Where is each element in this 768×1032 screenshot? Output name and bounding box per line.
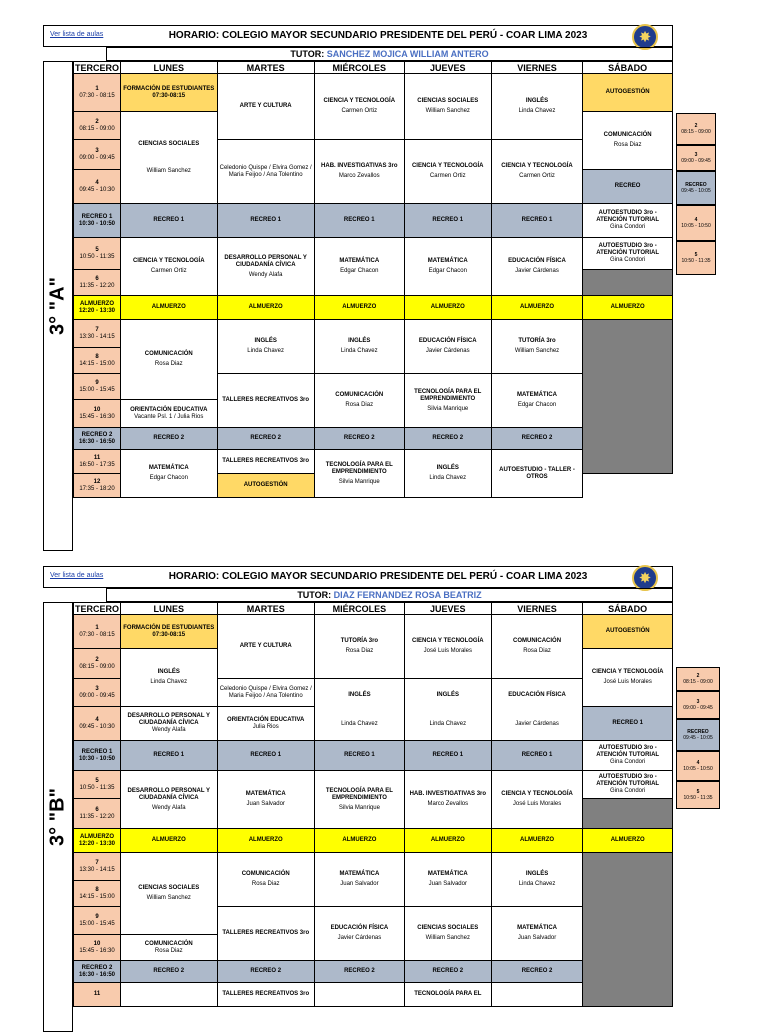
time-slot: 5 10:50 - 11:35 <box>74 238 121 270</box>
classroom-list-link[interactable]: Ver lista de aulas <box>50 31 104 38</box>
time-slot: ALMUERZO 12:20 - 13:30 <box>74 296 121 320</box>
class-cell: MATEMÁTICA Juan Salvador <box>314 853 404 907</box>
class-cell: AUTOESTUDIO 3ro - ATENCIÓN TUTORIAL Gina Condori <box>583 741 673 771</box>
class-cell: TALLERES RECREATIVOS 3ro <box>217 450 314 474</box>
section-label: 3° "A" <box>43 61 73 551</box>
class-cell: INGLÉS Linda Chavez <box>491 853 583 907</box>
class-cell: CIENCIA Y TECNOLOGÍA Carmen Ortiz <box>404 140 491 204</box>
schedule-sheet-b <box>43 566 673 1026</box>
class-cell: TECNOLOGÍA PARA EL EMPRENDIMIENTO Silvia Manrique <box>314 450 404 498</box>
class-cell: COMUNICACIÓN Rosa Diaz <box>121 320 217 400</box>
time-slot: ALMUERZO 12:20 - 13:30 <box>74 829 121 853</box>
class-cell: AUTOGESTIÓN <box>583 74 673 112</box>
recess-cell: RECREO 2 <box>217 428 314 450</box>
class-cell: MATEMÁTICA Juan Salvador <box>491 907 583 961</box>
class-cell: EDUCACIÓN FÍSICA Javier Cárdenas <box>404 320 491 374</box>
classroom-list-link[interactable]: Ver lista de aulas <box>50 572 104 579</box>
class-cell: INGLÉS Linda Chavez <box>404 679 491 741</box>
saturday-time-slot: 3 09:00 - 09:45 <box>676 691 720 719</box>
recess-cell: RECREO 2 <box>217 961 314 983</box>
class-cell: DESARROLLO PERSONAL Y CIUDADANÍA CÍVICA Wendy Alafa <box>217 238 314 296</box>
recess-cell: RECREO 1 <box>404 204 491 238</box>
class-cell: INGLÉS Linda Chavez <box>314 320 404 374</box>
class-cell: CIENCIAS SOCIALES William Sanchez <box>121 853 217 935</box>
school-title: HORARIO: COLEGIO MAYOR SECUNDARIO PRESIDENTE DEL PERÚ - COAR LIMA 2023 <box>168 571 588 582</box>
header-monday: LUNES <box>121 62 217 74</box>
class-cell: COMUNICACIÓN Rosa Diaz <box>121 935 217 961</box>
class-cell: CIENCIA Y TECNOLOGÍA Carmen Ortiz <box>314 74 404 140</box>
class-cell: MATEMÁTICA Edgar Chacon <box>404 238 491 296</box>
class-cell: CIENCIA Y TECNOLOGÍA José Luis Morales <box>404 615 491 679</box>
recess-cell: RECREO 2 <box>404 428 491 450</box>
tutor-name: DIAZ FERNANDEZ ROSA BEATRIZ <box>333 590 482 600</box>
lunch-cell: ALMUERZO <box>314 296 404 320</box>
empty-cell <box>583 270 673 296</box>
time-slot: 12 17:35 - 18:20 <box>74 474 121 498</box>
time-slot: 7 13:30 - 14:15 <box>74 853 121 881</box>
lunch-cell: ALMUERZO <box>217 829 314 853</box>
class-cell: INGLÉS Linda Chavez <box>314 679 404 741</box>
class-cell: CIENCIAS SOCIALES William Sanchez <box>121 112 217 204</box>
header-thursday: JUEVES <box>404 62 491 74</box>
class-cell: AUTOESTUDIO 3ro - ATENCIÓN TUTORIAL Gina Condori <box>583 238 673 270</box>
time-slot: 10 15:45 - 16:30 <box>74 400 121 428</box>
class-cell: RECREO 1 <box>583 707 673 741</box>
header-friday: VIERNES <box>491 62 583 74</box>
class-cell: ORIENTACIÓN EDUCATIVA Julia Rios <box>217 707 314 741</box>
class-cell: DESARROLLO PERSONAL Y CIUDADANÍA CÍVICA Wendy Alafa <box>121 707 217 741</box>
class-cell: CIENCIA Y TECNOLOGÍA Carmen Ortiz <box>121 238 217 296</box>
lunch-cell: ALMUERZO <box>121 296 217 320</box>
time-slot: 9 15:00 - 15:45 <box>74 374 121 400</box>
class-cell: CIENCIA Y TECNOLOGÍA Carmen Ortiz <box>491 140 583 204</box>
class-cell: AUTOGESTIÓN <box>217 474 314 498</box>
time-slot: 6 11:35 - 12:20 <box>74 270 121 296</box>
recess-cell: RECREO 1 <box>121 204 217 238</box>
recess-cell: RECREO 2 <box>491 961 583 983</box>
time-slot: 8 14:15 - 15:00 <box>74 348 121 374</box>
class-cell: Celedonio Quispe / Elvira Gomez / Maria Feijoo / Ana Tolentino <box>217 679 314 707</box>
class-cell: AUTOGESTIÓN <box>583 615 673 649</box>
header-thursday: JUEVES <box>404 603 491 615</box>
recess-cell: RECREO 2 <box>491 428 583 450</box>
class-cell: FORMACIÓN DE ESTUDIANTES 07:30-08:15 <box>121 615 217 649</box>
class-cell: TALLERES RECREATIVOS 3ro <box>217 374 314 428</box>
header-wednesday: MIÉRCOLES <box>314 62 404 74</box>
lunch-cell: ALMUERZO <box>314 829 404 853</box>
time-slot: 4 09:45 - 10:30 <box>74 170 121 204</box>
class-cell: AUTOESTUDIO - TALLER - OTROS <box>491 450 583 498</box>
class-cell: TECNOLOGÍA PARA EL EMPRENDIMIENTO Silvia Manrique <box>404 374 491 428</box>
class-cell: RECREO <box>583 170 673 204</box>
recess-cell: RECREO 1 <box>121 741 217 771</box>
recess-cell: RECREO 2 <box>314 428 404 450</box>
time-slot: 2 08:15 - 09:00 <box>74 112 121 140</box>
recess-cell: RECREO 2 <box>121 428 217 450</box>
class-cell: FORMACIÓN DE ESTUDIANTES 07:30-08:15 <box>121 74 217 112</box>
time-slot: 3 09:00 - 09:45 <box>74 679 121 707</box>
class-cell <box>491 983 583 1007</box>
header-monday: LUNES <box>121 603 217 615</box>
class-cell <box>314 983 404 1007</box>
lunch-cell: ALMUERZO <box>121 829 217 853</box>
section-label: 3° "B" <box>43 602 73 1032</box>
header-tuesday: MARTES <box>217 62 314 74</box>
saturday-time-slot: 5 10:50 - 11:35 <box>676 781 720 809</box>
empty-cell <box>583 799 673 829</box>
class-cell: ARTE Y CULTURA <box>217 615 314 679</box>
time-slot: 8 14:15 - 15:00 <box>74 881 121 907</box>
class-cell: EDUCACIÓN FÍSICA Javier Cárdenas <box>491 238 583 296</box>
time-slot: 11 16:50 - 17:35 <box>74 450 121 474</box>
class-cell: MATEMÁTICA Juan Salvador <box>217 771 314 829</box>
saturday-time-slot: 5 10:50 - 11:35 <box>676 241 716 275</box>
recess-cell: RECREO 1 <box>404 741 491 771</box>
recess-cell: RECREO 1 <box>217 204 314 238</box>
recess-cell: RECREO 1 <box>491 204 583 238</box>
saturday-time-slot: 2 08:15 - 09:00 <box>676 667 720 691</box>
class-cell: TUTORÍA 3ro William Sanchez <box>491 320 583 374</box>
time-slot: 1 07:30 - 08:15 <box>74 74 121 112</box>
time-slot: 9 15:00 - 15:45 <box>74 907 121 935</box>
class-cell: CIENCIAS SOCIALES William Sanchez <box>404 907 491 961</box>
schedule-table <box>73 602 673 1007</box>
class-cell: MATEMÁTICA Edgar Chacon <box>314 238 404 296</box>
header-wednesday: MIÉRCOLES <box>314 603 404 615</box>
header-friday: VIERNES <box>491 603 583 615</box>
lunch-cell: ALMUERZO <box>404 296 491 320</box>
class-cell <box>121 983 217 1007</box>
time-slot: RECREO 1 10:30 - 10:50 <box>74 204 121 238</box>
class-cell: INGLÉS Linda Chavez <box>491 74 583 140</box>
class-cell: Celedonio Quispe / Elvira Gomez / Maria Feijoo / Ana Tolentino <box>217 140 314 204</box>
tutor-line: TUTOR: SANCHEZ MOJICA WILLIAM ANTERO <box>106 47 673 61</box>
class-cell: INGLÉS Linda Chavez <box>217 320 314 374</box>
recess-cell: RECREO 1 <box>491 741 583 771</box>
class-cell: MATEMÁTICA Juan Salvador <box>404 853 491 907</box>
time-slot: 7 13:30 - 14:15 <box>74 320 121 348</box>
class-cell: CIENCIA Y TECNOLOGÍA José Luis Morales <box>583 649 673 707</box>
saturday-time-slot: RECREO 09:45 - 10:05 <box>676 719 720 751</box>
recess-cell: RECREO 1 <box>314 204 404 238</box>
lunch-cell: ALMUERZO <box>404 829 491 853</box>
class-cell: INGLÉS Linda Chavez <box>121 649 217 707</box>
recess-cell: RECREO 2 <box>121 961 217 983</box>
saturday-time-slot: RECREO 09:45 - 10:05 <box>676 171 716 205</box>
empty-cell <box>583 853 673 1007</box>
time-slot: 5 10:50 - 11:35 <box>74 771 121 799</box>
class-cell: ORIENTACIÓN EDUCATIVA Vacante Psl. 1 / Julia Rios <box>121 400 217 428</box>
time-slot: RECREO 1 10:30 - 10:50 <box>74 741 121 771</box>
time-slot: 3 09:00 - 09:45 <box>74 140 121 170</box>
time-slot: 4 09:45 - 10:30 <box>74 707 121 741</box>
class-cell: TECNOLOGÍA PARA EL <box>404 983 491 1007</box>
saturday-time-slot: 2 08:15 - 09:00 <box>676 113 716 145</box>
class-cell: EDUCACIÓN FÍSICA Javier Cárdenas <box>491 679 583 741</box>
header-grade: TERCERO <box>75 62 120 73</box>
lunch-cell: ALMUERZO <box>217 296 314 320</box>
class-cell: MATEMÁTICA Edgar Chacon <box>121 450 217 498</box>
class-cell: COMUNICACIÓN Rosa Diaz <box>491 615 583 679</box>
class-cell: ARTE Y CULTURA <box>217 74 314 140</box>
class-cell: COMUNICACIÓN Rosa Diaz <box>217 853 314 907</box>
saturday-time-slot: 4 10:05 - 10:50 <box>676 751 720 781</box>
time-slot: 1 07:30 - 08:15 <box>74 615 121 649</box>
class-cell: COMUNICACIÓN Rosa Diaz <box>314 374 404 428</box>
class-cell: TUTORÍA 3ro Rosa Diaz <box>314 615 404 679</box>
class-cell: HAB. INVESTIGATIVAS 3ro Marco Zevallos <box>404 771 491 829</box>
time-slot: 11 <box>74 983 121 1007</box>
class-cell: TALLERES RECREATIVOS 3ro <box>217 983 314 1007</box>
class-cell: HAB. INVESTIGATIVAS 3ro Marco Zevallos <box>314 140 404 204</box>
recess-cell: RECREO 1 <box>217 741 314 771</box>
recess-cell: RECREO 2 <box>314 961 404 983</box>
header-saturday: SÁBADO <box>583 603 673 615</box>
class-cell: AUTOESTUDIO 3ro - ATENCIÓN TUTORIAL Gina Condori <box>583 771 673 799</box>
class-cell: COMUNICACIÓN Rosa Diaz <box>583 112 673 170</box>
class-cell: AUTOESTUDIO 3ro - ATENCIÓN TUTORIAL Gina Condori <box>583 204 673 238</box>
saturday-time-slot: 4 10:05 - 10:50 <box>676 205 716 241</box>
saturday-time-slot: 3 09:00 - 09:45 <box>676 145 716 171</box>
tutor-name: SANCHEZ MOJICA WILLIAM ANTERO <box>326 49 489 59</box>
recess-cell: RECREO 2 <box>404 961 491 983</box>
class-cell: CIENCIA Y TECNOLOGÍA José Luis Morales <box>491 771 583 829</box>
time-slot: 6 11:35 - 12:20 <box>74 799 121 829</box>
class-cell: TALLERES RECREATIVOS 3ro <box>217 907 314 961</box>
time-slot: RECREO 2 16:30 - 16:50 <box>74 961 121 983</box>
tutor-line: TUTOR: DIAZ FERNANDEZ ROSA BEATRIZ <box>106 588 673 602</box>
lunch-cell: ALMUERZO <box>491 296 583 320</box>
time-slot: 2 08:15 - 09:00 <box>74 649 121 679</box>
class-cell: INGLÉS Linda Chavez <box>404 450 491 498</box>
lunch-cell: ALMUERZO <box>491 829 583 853</box>
class-cell: DESARROLLO PERSONAL Y CIUDADANÍA CÍVICA Wendy Alafa <box>121 771 217 829</box>
school-title: HORARIO: COLEGIO MAYOR SECUNDARIO PRESIDENTE DEL PERÚ - COAR LIMA 2023 <box>168 30 588 41</box>
class-cell: MATEMÁTICA Edgar Chacon <box>491 374 583 428</box>
time-slot: 10 15:45 - 16:30 <box>74 935 121 961</box>
class-cell: CIENCIAS SOCIALES William Sanchez <box>404 74 491 140</box>
recess-cell: RECREO 1 <box>314 741 404 771</box>
schedule-table <box>73 61 673 498</box>
time-slot: RECREO 2 16:30 - 16:50 <box>74 428 121 450</box>
sheet-header <box>43 566 673 588</box>
sheet-header <box>43 25 673 47</box>
class-cell: EDUCACIÓN FÍSICA Javier Cárdenas <box>314 907 404 961</box>
lunch-cell: ALMUERZO <box>583 829 673 853</box>
header-tuesday: MARTES <box>217 603 314 615</box>
class-cell: TECNOLOGÍA PARA EL EMPRENDIMIENTO Silvia Manrique <box>314 771 404 829</box>
schedule-sheet-a <box>43 25 673 530</box>
header-grade: TERCERO <box>75 603 120 614</box>
header-saturday: SÁBADO <box>583 62 673 74</box>
lunch-cell: ALMUERZO <box>583 296 673 320</box>
empty-cell <box>583 320 673 474</box>
